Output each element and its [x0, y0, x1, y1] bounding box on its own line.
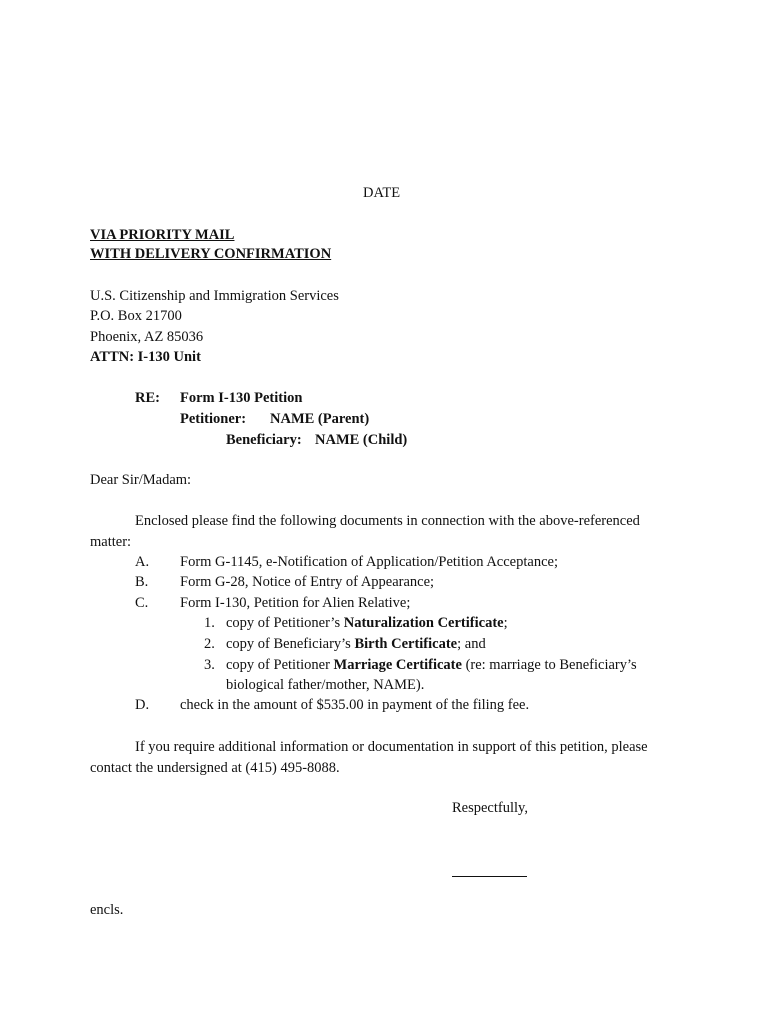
signoff: Respectfully,: [452, 800, 528, 816]
delivery-method-line2: WITH DELIVERY CONFIRMATION: [90, 246, 332, 262]
item-marker: C.: [135, 595, 149, 611]
salutation: Dear Sir/Madam:: [90, 472, 192, 488]
recipient-city: Phoenix, AZ 85036: [90, 329, 204, 345]
subitem-marker: 2.: [204, 636, 215, 652]
item-text: Form G-1145, e-Notification of Application/Petition Acceptance;: [180, 554, 558, 570]
subitem-text: copy of Beneficiary’s Birth Certificate; and: [226, 636, 486, 652]
beneficiary-label: Beneficiary:: [226, 432, 302, 448]
subitem-marker: 1.: [204, 615, 215, 631]
closing-paragraph-line1: If you require additional information or documentation in support of this petition, please: [135, 739, 648, 755]
re-label: RE:: [135, 390, 160, 406]
item-marker: B.: [135, 574, 149, 590]
enclosures-note: encls.: [90, 902, 124, 918]
signature-line: [452, 876, 527, 877]
recipient-attn: ATTN: I-130 Unit: [90, 349, 201, 365]
petitioner-label: Petitioner:: [180, 411, 247, 427]
petitioner-value: NAME (Parent): [270, 411, 370, 427]
item-text: check in the amount of $535.00 in payment of the filing fee.: [180, 697, 530, 713]
item-text: Form G-28, Notice of Entry of Appearance;: [180, 574, 435, 590]
recipient-agency: U.S. Citizenship and Immigration Services: [90, 288, 339, 304]
intro-line1: Enclosed please find the following documents in connection with the above-referenced: [135, 513, 640, 529]
intro-line2: matter:: [90, 534, 132, 550]
letter-date: DATE: [363, 185, 401, 201]
item-marker: D.: [135, 697, 150, 713]
subitem-continuation: biological father/mother, NAME).: [226, 677, 425, 693]
re-subject: Form I-130 Petition: [180, 390, 303, 406]
subitem-text: copy of Petitioner Marriage Certificate (re: marriage to Beneficiary’s: [226, 657, 637, 673]
closing-paragraph-line2: contact the undersigned at (415) 495-8088.: [90, 760, 340, 776]
item-marker: A.: [135, 554, 150, 570]
delivery-method-line1: VIA PRIORITY MAIL: [90, 227, 235, 243]
subitem-marker: 3.: [204, 657, 215, 673]
recipient-po-box: P.O. Box 21700: [90, 308, 182, 324]
subitem-text: copy of Petitioner’s Naturalization Certificate;: [226, 615, 508, 631]
beneficiary-value: NAME (Child): [315, 432, 408, 448]
item-text: Form I-130, Petition for Alien Relative;: [180, 595, 411, 611]
